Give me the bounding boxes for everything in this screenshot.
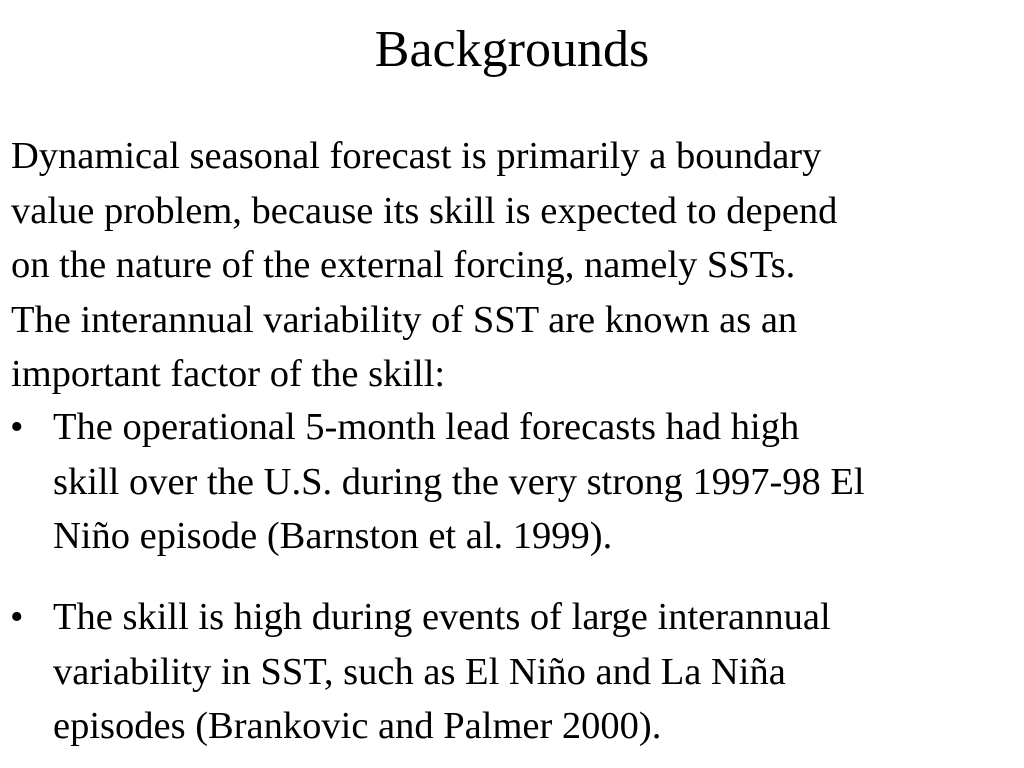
intro-line: on the nature of the external forcing, namely SSTs.: [11, 244, 796, 286]
bullet-line: episodes (Brankovic and Palmer 2000).: [53, 705, 662, 747]
bullet-line: variability in SST, such as El Niño and La Niña: [53, 650, 786, 693]
bullet-icon: •: [10, 406, 24, 448]
bullet-line: Niño episode (Barnston et al. 1999).: [53, 515, 613, 557]
bullet-line: skill over the U.S. during the very strong 1997-98 El: [53, 460, 865, 503]
intro-line: The interannual variability of SST are known as an: [11, 298, 798, 341]
bullet-icon: •: [10, 596, 24, 638]
bullet-text: [53, 400, 865, 564]
bullet-text: [53, 590, 831, 754]
intro-line: value problem, because its skill is expected to depend: [11, 189, 838, 232]
intro-paragraph: [11, 129, 1016, 402]
slide-title: Backgrounds: [374, 21, 650, 78]
bullet-line: The operational 5-month lead forecasts had high: [53, 406, 800, 448]
intro-line: important factor of the skill:: [11, 353, 446, 395]
intro-line: Dynamical seasonal forecast is primarily a boundary: [11, 135, 822, 177]
bullet-line: The skill is high during events of large interannual: [53, 596, 831, 638]
